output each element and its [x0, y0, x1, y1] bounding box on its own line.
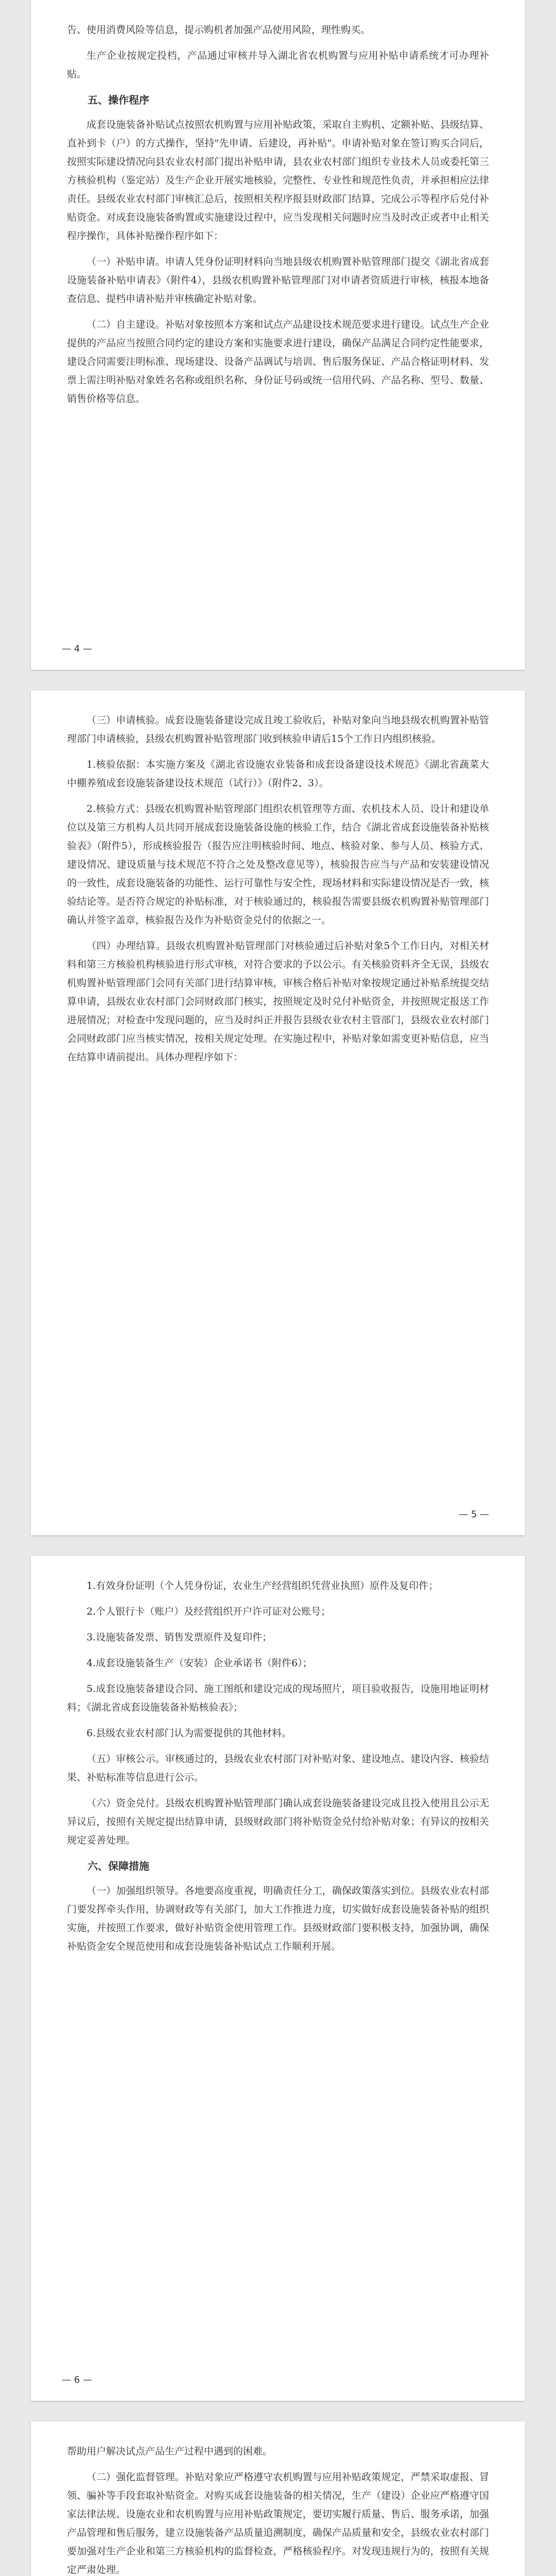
paragraph: 5.成套设施装备建设合同、施工图纸和建设完成的现场照片，项目验收报告，设施用地证明材料；《湖北省成套设施装备补贴核验表》；	[67, 1683, 489, 1713]
document-page-4	[31, 0, 525, 670]
paragraph: 3.设施装备发票、销售发票原件及复印件；	[86, 1632, 272, 1643]
paragraph: 1.核验依据：本实施方案及《湖北省设施农业装备和成套设备建设技术规范》《湖北省蔬菜大中棚养殖成套设施装备建设技术规范（试行）》（附件2、3）。	[67, 759, 489, 789]
paragraph: 告、使用消费风险等信息，提示购机者加强产品使用风险，理性购买。	[67, 24, 371, 36]
paragraph: 生产企业按规定投档，产品通过审核并导入湖北省农机购置与应用补贴申请系统才可办理补贴。	[67, 50, 489, 80]
section-heading: 五、操作程序	[88, 94, 149, 106]
page-number: — 4 —	[62, 643, 92, 654]
paragraph: 4.成套设施装备生产（安装）企业承诺书（附件6）；	[86, 1657, 312, 1669]
paragraph: （六）资金兑付。县级农机购置补贴管理部门确认成套设施装备建设完成且投入使用且公示无异议后，按照有关规定提出结算申请，县级财政部门将补贴资金兑付给补贴对象；有异议的按相关规定妥善处理。	[67, 1798, 489, 1846]
paragraph: 2.个人银行卡（账户）及经营组织开户许可证对公账号；	[86, 1606, 331, 1617]
paragraph: 6.县级农业农村部门认为需要提供的其他材料。	[86, 1727, 292, 1739]
section-heading: 六、保障措施	[88, 1860, 149, 1872]
paragraph: （五）审核公示。审核通过的，县级农业农村部门对补贴对象、建设地点、建设内容、核验结果、补贴标准等信息进行公示。	[67, 1753, 489, 1783]
page-number: — 6 —	[62, 2375, 92, 2385]
paragraph: 成套设施装备补贴试点按照农机购置与应用补贴政策，采取自主购机、定额补贴、县级结算、直补到卡（户）的方式操作，坚持"先申请、后建设，再补贴"。申请补贴对象在签订购买合同后，按照实际建设情况向县农业农村部门提出补贴申请，县农业农村部门组织专业技术人员或委托第三方核验机构（鉴定站）及生产企业开展实地核验，完整性、专业性和规范性负责，并承担相应法律责任。县级农业农村部门审核汇总后，按照相关程序报县财政部门结算，完成公示等程序后兑付补贴资金。对成套设施装备购置或实施建设过程中，应当发现相关问题时应当及时改正或者中止相关程序操作，具体补贴操作程序如下：	[67, 119, 489, 242]
paragraph: 1.有效身份证明（个人凭身份证，农业生产经营组织凭营业执照）原件及复印件；	[86, 1580, 439, 1591]
document-page-5	[31, 690, 525, 1535]
paragraph: （一）补贴申请。申请人凭身份证明材料向当地县级农机购置补贴管理部门提交《湖北省成套设施装备补贴申请表》（附件4），县级农机购置补贴管理部门对申请者资质进行审核，核报本地备查信息、提档申请补贴并审核确定补贴对象。	[67, 256, 489, 304]
paragraph: （二）强化监督管理。补贴对象应严格遵守农机购置与应用补贴政策规定，严禁采取虚报、冒领、骗补等手段套取补贴资金。对购买成套设施装备的相关情况，生产（建设）企业应严格遵守国家法律法规、设施农业和农机购置与应用补贴政策规定，要切实履行质量、售后、服务承诺，加强产品管理和售后服务，建立设施装备产品质量追溯制度，确保产品质量和安全，县级农业农村部门要加强对生产企业和第三方核验机构的监督检查，严格核验程序。对发现违规行为的，按照有关规定严肃处理。	[67, 2471, 489, 2575]
paragraph: 帮助用户解决试点产品生产过程中遇到的困难。	[67, 2446, 273, 2457]
page-number: — 5 —	[459, 1509, 489, 1520]
paragraph: （二）自主建设。补贴对象按照本方案和试点产品建设技术规范要求进行建设。试点生产企业提供的产品应当按照合同约定的建设方案和实施要求进行建设，确保产品满足合同约定性能要求，建设合同需要注明标准、现场建设、设备产品调试与培训、售后服务保证、产品合格证明材料、发票上需注明补贴对象姓名名称或组织名称、身份证号码或统一信用代码、产品名称、型号、数量、销售价格等信息。	[67, 319, 489, 404]
paragraph: （一）加强组织领导。各地要高度重视，明确责任分工，确保政策落实到位。县级农业农村部门要发挥牵头作用，协调财政等有关部门，加大工作推进力度，切实做好成套设施装备补贴的组织实施，并按照工作要求，做好补贴资金使用管理工作。县级财政部门要积极支持，加强协调，确保补贴资金安全规范使用和成套设施装备补贴试点工作顺利开展。	[67, 1885, 489, 1952]
document-page-6	[31, 1556, 525, 2401]
paragraph: （四）办理结算。县级农机购置补贴管理部门对核验通过后补贴对象5个工作日内，对相关材料和第三方核验机构核验进行形式审核，对符合要求的予以公示。有关核验资料齐全无误，县级农机购置补贴管理部门会同有关部门进行结算审核，审核合格后补贴对象按规定通过补贴系统提交结算申请，县级农业农村部门会同财政部门核实，按照规定及时兑付补贴资金，并按照规定报送工作进展情况；对检查中发现问题的，应当及时纠正并报告县级农业农村主管部门，县级农业农村部门会同财政部门应当核实情况，按相关规定处理。在实施过程中，补贴对象如需变更补贴信息，应当在结算申请前提出。具体办理程序如下：	[67, 940, 489, 1063]
paragraph: （三）申请核验。成套设施装备建设完成且竣工验收后，补贴对象向当地县级农机购置补贴管理部门申请核验，县级农机购置补贴管理部门收到核验申请后15个工作日内组织核验。	[67, 715, 489, 744]
document-page-7	[31, 2421, 525, 2576]
paragraph: 2.核验方式：县级农机购置补贴管理部门组织农机管理等方面、农机技术人员、设计和建设单位以及第三方机构人员共同开展成套设施装备设施的核验工作，结合《湖北省成套设施装备补贴核验表》（附件5），形成核验报告（报告应注明核验时间、地点、核验对象、参与人员、核验方式、建设情况、建设质量与技术规范不符合之处及整改意见等），核验报告应当与产品和安装建设情况的一致性，成套设施装备的功能性、运行可靠性与安全性，现场材料和实际建设情况是否一致，核验结论等。是否符合规定的补贴标准，对于核验通过的，核验报告需要县级农机购置补贴管理部门确认并签字盖章，核验报告及作为补贴资金兑付的依据之一。	[67, 803, 489, 926]
